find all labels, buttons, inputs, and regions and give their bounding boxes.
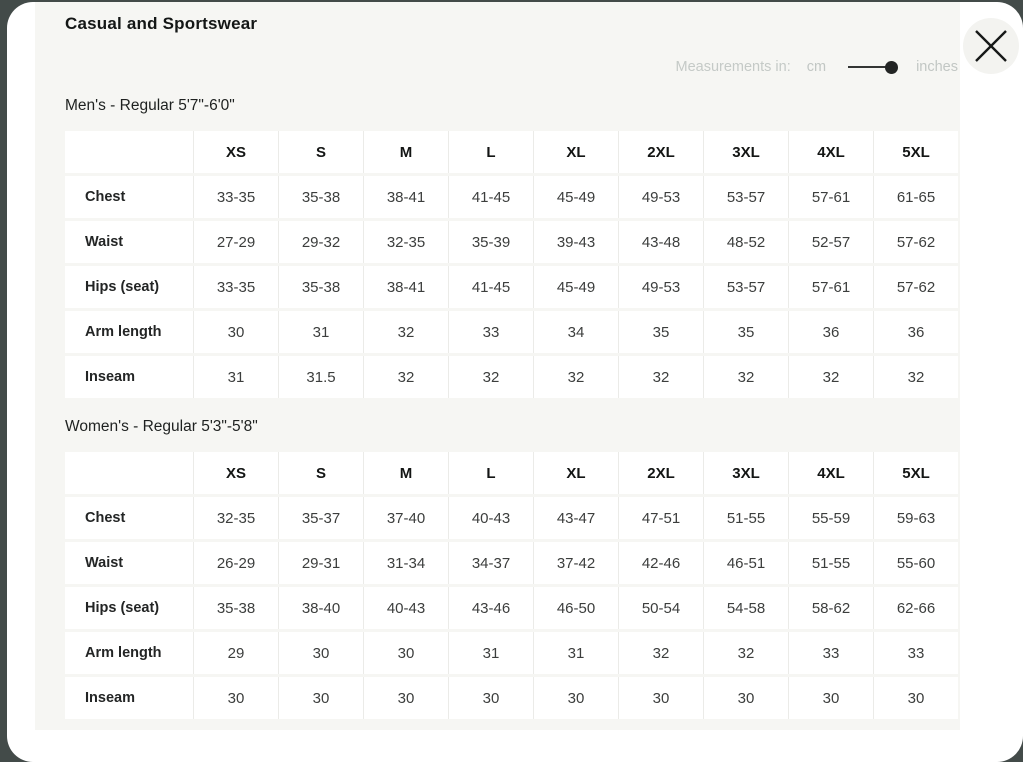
size-value-cell: 51-55 <box>703 497 788 539</box>
size-value-cell: 41-45 <box>448 266 533 308</box>
size-value-cell: 30 <box>448 677 533 719</box>
size-value-cell: 62-66 <box>873 587 958 629</box>
size-value-cell: 40-43 <box>363 587 448 629</box>
size-value-cell: 33-35 <box>193 266 278 308</box>
size-value-cell: 35 <box>703 311 788 353</box>
measurement-row-label: Arm length <box>65 632 193 674</box>
size-value-cell: 29-32 <box>278 221 363 263</box>
size-column-header: 2XL <box>618 131 703 173</box>
size-column-header: 5XL <box>873 452 958 494</box>
size-value-cell: 51-55 <box>788 542 873 584</box>
size-value-cell: 31 <box>448 632 533 674</box>
size-value-cell: 32 <box>618 632 703 674</box>
size-value-cell: 32 <box>363 311 448 353</box>
size-value-cell: 48-52 <box>703 221 788 263</box>
size-header-row <box>65 452 958 494</box>
measurement-row-label: Arm length <box>65 311 193 353</box>
size-value-cell: 46-50 <box>533 587 618 629</box>
size-value-cell: 33 <box>873 632 958 674</box>
size-value-cell: 45-49 <box>533 176 618 218</box>
size-value-cell: 30 <box>363 677 448 719</box>
close-button[interactable] <box>963 18 1019 74</box>
size-value-cell: 57-61 <box>788 266 873 308</box>
size-value-cell: 35-37 <box>278 497 363 539</box>
size-column-header: M <box>363 131 448 173</box>
size-column-header: 2XL <box>618 452 703 494</box>
size-value-cell: 47-51 <box>618 497 703 539</box>
table-row <box>65 677 958 719</box>
size-column-header: 5XL <box>873 131 958 173</box>
section-heading-womens: Women's - Regular 5'3"-5'8" <box>65 418 258 435</box>
size-column-header: L <box>448 131 533 173</box>
size-column-header: L <box>448 452 533 494</box>
size-value-cell: 32-35 <box>193 497 278 539</box>
size-value-cell: 38-41 <box>363 176 448 218</box>
size-value-cell: 59-63 <box>873 497 958 539</box>
size-column-header: 4XL <box>788 452 873 494</box>
size-value-cell: 61-65 <box>873 176 958 218</box>
measurement-row-label: Chest <box>65 497 193 539</box>
size-value-cell: 49-53 <box>618 176 703 218</box>
size-value-cell: 43-46 <box>448 587 533 629</box>
size-value-cell: 30 <box>193 677 278 719</box>
size-value-cell: 32-35 <box>363 221 448 263</box>
size-value-cell: 35-38 <box>278 176 363 218</box>
modal-title: Casual and Sportswear <box>65 14 258 33</box>
size-value-cell: 32 <box>618 356 703 398</box>
size-value-cell: 30 <box>533 677 618 719</box>
size-value-cell: 37-40 <box>363 497 448 539</box>
measurement-row-label: Inseam <box>65 677 193 719</box>
size-column-header: XS <box>193 131 278 173</box>
table-row <box>65 311 958 353</box>
size-value-cell: 32 <box>363 356 448 398</box>
measurement-row-label: Hips (seat) <box>65 266 193 308</box>
size-value-cell: 30 <box>363 632 448 674</box>
size-value-cell: 38-41 <box>363 266 448 308</box>
size-value-cell: 57-62 <box>873 221 958 263</box>
unit-toggle <box>675 59 958 75</box>
table-row <box>65 632 958 674</box>
size-value-cell: 31 <box>278 311 363 353</box>
size-value-cell: 31-34 <box>363 542 448 584</box>
unit-toggle-slider[interactable] <box>848 66 894 68</box>
size-value-cell: 36 <box>788 311 873 353</box>
size-value-cell: 32 <box>788 356 873 398</box>
size-header-row <box>65 131 958 173</box>
size-value-cell: 32 <box>873 356 958 398</box>
section-heading-mens: Men's - Regular 5'7"-6'0" <box>65 97 235 114</box>
size-value-cell: 35 <box>618 311 703 353</box>
size-value-cell: 50-54 <box>618 587 703 629</box>
womens-size-table <box>65 449 958 722</box>
unit-toggle-label: Measurements in: <box>675 59 791 75</box>
table-row <box>65 176 958 218</box>
size-value-cell: 31.5 <box>278 356 363 398</box>
size-value-cell: 30 <box>788 677 873 719</box>
size-value-cell: 45-49 <box>533 266 618 308</box>
size-value-cell: 31 <box>193 356 278 398</box>
size-value-cell: 52-57 <box>788 221 873 263</box>
size-value-cell: 33 <box>448 311 533 353</box>
size-value-cell: 33-35 <box>193 176 278 218</box>
measurement-row-label: Inseam <box>65 356 193 398</box>
size-value-cell: 36 <box>873 311 958 353</box>
size-value-cell: 55-60 <box>873 542 958 584</box>
size-value-cell: 32 <box>703 632 788 674</box>
size-value-cell: 29 <box>193 632 278 674</box>
size-chart-content <box>35 2 960 730</box>
size-value-cell: 58-62 <box>788 587 873 629</box>
size-value-cell: 30 <box>278 632 363 674</box>
size-value-cell: 42-46 <box>618 542 703 584</box>
table-row <box>65 587 958 629</box>
size-value-cell: 30 <box>193 311 278 353</box>
size-value-cell: 54-58 <box>703 587 788 629</box>
size-value-cell: 30 <box>703 677 788 719</box>
size-value-cell: 35-38 <box>193 587 278 629</box>
size-value-cell: 35-38 <box>278 266 363 308</box>
size-column-header: 3XL <box>703 131 788 173</box>
size-value-cell: 53-57 <box>703 176 788 218</box>
table-row <box>65 542 958 584</box>
size-value-cell: 34-37 <box>448 542 533 584</box>
size-value-cell: 34 <box>533 311 618 353</box>
size-value-cell: 31 <box>533 632 618 674</box>
size-chart-modal <box>7 2 1023 762</box>
size-column-header: XL <box>533 131 618 173</box>
table-row <box>65 497 958 539</box>
size-column-header: XL <box>533 452 618 494</box>
size-column-header: 3XL <box>703 452 788 494</box>
size-value-cell: 33 <box>788 632 873 674</box>
size-value-cell: 38-40 <box>278 587 363 629</box>
close-icon <box>974 29 1008 63</box>
measurement-row-label: Chest <box>65 176 193 218</box>
size-column-header: S <box>278 452 363 494</box>
size-column-header: M <box>363 452 448 494</box>
size-value-cell: 27-29 <box>193 221 278 263</box>
size-value-cell: 30 <box>278 677 363 719</box>
corner-header-cell <box>65 131 193 173</box>
size-value-cell: 32 <box>703 356 788 398</box>
unit-option-inches[interactable]: inches <box>916 59 958 75</box>
size-column-header: XS <box>193 452 278 494</box>
size-value-cell: 49-53 <box>618 266 703 308</box>
measurement-row-label: Waist <box>65 542 193 584</box>
size-value-cell: 43-48 <box>618 221 703 263</box>
size-column-header: 4XL <box>788 131 873 173</box>
size-value-cell: 39-43 <box>533 221 618 263</box>
table-row <box>65 221 958 263</box>
size-value-cell: 32 <box>533 356 618 398</box>
size-value-cell: 43-47 <box>533 497 618 539</box>
corner-header-cell <box>65 452 193 494</box>
size-value-cell: 32 <box>448 356 533 398</box>
table-row <box>65 356 958 398</box>
unit-option-cm[interactable]: cm <box>806 59 827 75</box>
table-row <box>65 266 958 308</box>
measurement-row-label: Hips (seat) <box>65 587 193 629</box>
size-value-cell: 29-31 <box>278 542 363 584</box>
unit-toggle-knob[interactable] <box>885 61 898 74</box>
size-value-cell: 30 <box>618 677 703 719</box>
size-value-cell: 35-39 <box>448 221 533 263</box>
size-value-cell: 53-57 <box>703 266 788 308</box>
size-value-cell: 30 <box>873 677 958 719</box>
size-value-cell: 37-42 <box>533 542 618 584</box>
measurement-row-label: Waist <box>65 221 193 263</box>
size-column-header: S <box>278 131 363 173</box>
size-value-cell: 57-61 <box>788 176 873 218</box>
size-value-cell: 46-51 <box>703 542 788 584</box>
mens-size-table <box>65 128 958 401</box>
size-value-cell: 55-59 <box>788 497 873 539</box>
size-value-cell: 57-62 <box>873 266 958 308</box>
size-value-cell: 40-43 <box>448 497 533 539</box>
size-value-cell: 26-29 <box>193 542 278 584</box>
size-value-cell: 41-45 <box>448 176 533 218</box>
